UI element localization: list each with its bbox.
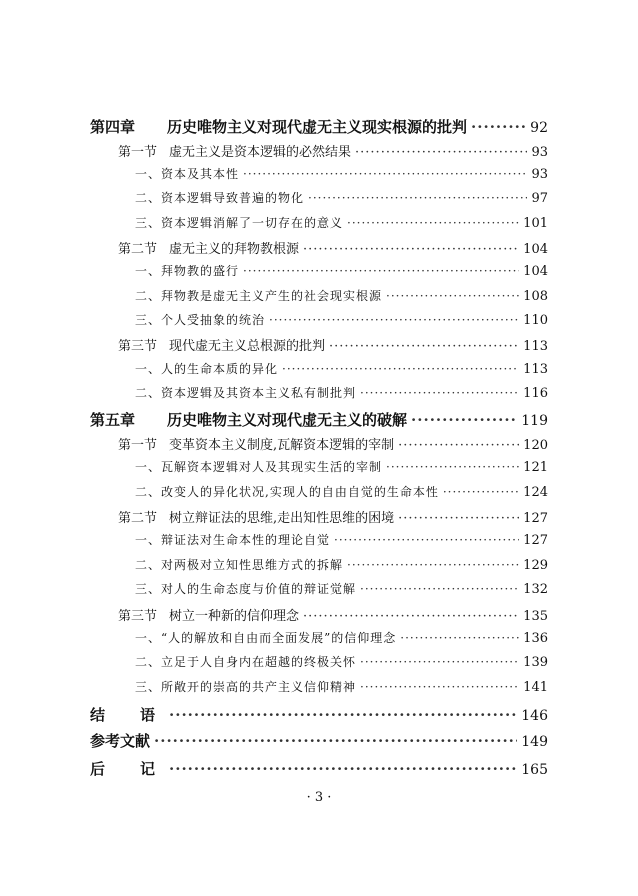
toc-entry-text: 一、人的生命本质的异化 — [135, 362, 279, 376]
toc-entry-title — [135, 189, 304, 206]
toc-section-entry[interactable] — [118, 141, 548, 160]
toc-entry-title — [135, 287, 382, 304]
toc-section-entry[interactable] — [118, 507, 548, 526]
toc-entry-title — [90, 704, 165, 725]
toc-entry-label: 第二节 — [118, 242, 158, 257]
toc-section-entry[interactable] — [118, 605, 548, 624]
dot-leader — [360, 655, 519, 669]
toc-entry-title — [135, 653, 356, 670]
toc-entry-text: 二、立足于人自身内在超越的终极关怀 — [135, 655, 357, 669]
toc-entry-title — [135, 360, 278, 377]
dot-leader — [169, 760, 517, 778]
toc-subsection-entry[interactable] — [135, 629, 548, 646]
toc-entry-title — [118, 507, 394, 526]
toc-chapter-entry[interactable] — [90, 116, 548, 137]
toc-page-number: 101 — [523, 216, 548, 231]
toc-page-number: 120 — [523, 438, 548, 453]
toc-entry-text: 三、对人的生命态度与价值的辩证觉解 — [135, 582, 357, 596]
toc-page-number: 121 — [523, 460, 548, 475]
page-number: · 3 · — [306, 790, 332, 805]
dot-leader — [347, 558, 519, 572]
toc-entry-label: 第一节 — [118, 438, 158, 453]
toc-subsection-entry[interactable] — [135, 458, 548, 475]
toc-subsection-entry[interactable] — [135, 189, 548, 206]
toc-page-number: 139 — [523, 655, 548, 670]
dot-leader — [303, 609, 519, 624]
toc-entry-title — [90, 409, 407, 430]
toc-chapter-entry[interactable] — [90, 704, 548, 725]
toc-page-number: 104 — [523, 242, 548, 257]
dot-leader — [443, 485, 519, 499]
toc-entry-title — [118, 434, 394, 453]
dot-leader — [398, 438, 519, 453]
toc-entry-text: 树立一种新的信仰理念 — [169, 609, 300, 624]
toc-entry-title — [90, 758, 165, 779]
dot-leader — [169, 706, 517, 724]
dot-leader — [360, 680, 519, 694]
toc-entry-label: 第一节 — [118, 145, 158, 160]
toc-page-number: 129 — [523, 558, 548, 573]
dot-leader — [360, 582, 519, 596]
toc-entry-title — [118, 141, 351, 160]
toc-page-number: 127 — [523, 533, 548, 548]
toc-entry-text: 结 语 — [90, 706, 166, 724]
dot-leader — [243, 167, 527, 181]
toc-page-number: 116 — [523, 386, 548, 401]
toc-entry-text: 历史唯物主义对现代虚无主义现实根源的批判 — [167, 118, 468, 136]
toc-subsection-entry[interactable] — [135, 360, 548, 377]
toc-entry-text: 一、拜物教的盛行 — [135, 264, 240, 278]
dot-leader — [308, 191, 527, 205]
toc-entry-label: 第五章 — [90, 411, 136, 429]
toc-entry-title — [90, 116, 467, 137]
toc-subsection-entry[interactable] — [135, 556, 548, 573]
dot-leader — [154, 732, 517, 750]
toc-subsection-entry[interactable] — [135, 311, 548, 328]
dot-leader — [386, 289, 519, 303]
toc-entry-title — [118, 605, 299, 624]
dot-leader — [347, 216, 519, 230]
toc-chapter-entry[interactable] — [90, 730, 548, 751]
toc-page-number: 124 — [523, 485, 548, 500]
toc-entry-text: 二、改变人的异化状况,实现人的自由自觉的生命本性 — [135, 485, 439, 499]
toc-page-number: 104 — [523, 264, 548, 279]
toc-subsection-entry[interactable] — [135, 580, 548, 597]
toc-subsection-entry[interactable] — [135, 214, 548, 231]
toc-entry-text: 虚无主义的拜物教根源 — [169, 242, 300, 257]
toc-entry-label: 第四章 — [90, 118, 136, 136]
toc-page-number: 113 — [523, 339, 548, 354]
toc-entry-title — [118, 335, 325, 354]
dot-leader — [282, 362, 519, 376]
toc-entry-text: 树立辩证法的思维,走出知性思维的困境 — [169, 511, 395, 526]
toc-entry-title — [135, 165, 239, 182]
toc-page-number: 110 — [523, 313, 548, 328]
toc-entry-text: 一、“人的解放和自由而全面发展”的信仰理念 — [135, 631, 397, 645]
toc-entry-title — [135, 678, 356, 695]
toc-subsection-entry[interactable] — [135, 287, 548, 304]
toc-entry-text: 虚无主义是资本逻辑的必然结果 — [169, 145, 352, 160]
toc-subsection-entry[interactable] — [135, 262, 548, 279]
toc-entry-title — [135, 556, 343, 573]
toc-section-entry[interactable] — [118, 238, 548, 257]
toc-section-entry[interactable] — [118, 335, 548, 354]
toc-chapter-entry[interactable] — [90, 758, 548, 779]
toc-entry-label: 第二节 — [118, 511, 158, 526]
toc-entry-label: 第三节 — [118, 609, 158, 624]
toc-entry-text: 二、拜物教是虚无主义产生的社会现实根源 — [135, 289, 383, 303]
dot-leader — [355, 145, 527, 160]
dot-leader — [471, 118, 526, 136]
toc-page-number: 149 — [521, 734, 548, 750]
toc-subsection-entry[interactable] — [135, 483, 548, 500]
toc-entry-title — [135, 629, 396, 646]
toc-entry-text: 后 记 — [90, 760, 166, 778]
toc-entry-text: 现代虚无主义总根源的批判 — [169, 339, 326, 354]
toc-page-number: 93 — [531, 145, 548, 160]
toc-entry-text: 一、辩证法对生命本性的理论自觉 — [135, 533, 331, 547]
toc-entry-title — [135, 531, 330, 548]
toc-entry-text: 二、资本逻辑导致普遍的物化 — [135, 191, 305, 205]
toc-page-number: 92 — [530, 120, 548, 136]
toc-entry-label: 第三节 — [118, 339, 158, 354]
toc-entry-text: 三、个人受抽象的统治 — [135, 313, 266, 327]
toc-subsection-entry[interactable] — [135, 165, 548, 182]
toc-entry-title — [118, 238, 299, 257]
toc-entry-text: 三、所敞开的崇高的共产主义信仰精神 — [135, 680, 357, 694]
toc-entry-title — [135, 311, 265, 328]
toc-entry-text: 变革资本主义制度,瓦解资本逻辑的宰制 — [169, 438, 395, 453]
toc-entry-title — [135, 458, 382, 475]
toc-page-number: 93 — [531, 167, 548, 182]
toc-page-number: 97 — [531, 191, 548, 206]
dot-leader — [269, 313, 519, 327]
dot-leader — [411, 411, 517, 429]
toc-page-number: 127 — [523, 511, 548, 526]
toc-page-number: 141 — [523, 680, 548, 695]
toc-entry-text: 二、对两极对立知性思维方式的拆解 — [135, 558, 344, 572]
toc-entry-title — [135, 580, 356, 597]
toc-entry-title — [90, 730, 150, 751]
toc-page-number: 108 — [523, 289, 548, 304]
toc-entry-text: 二、资本逻辑及其资本主义私有制批判 — [135, 386, 357, 400]
toc-entry-text: 一、瓦解资本逻辑对人及其现实生活的宰制 — [135, 460, 383, 474]
dot-leader — [386, 460, 519, 474]
toc-entry-title — [135, 483, 439, 500]
toc-entry-text: 参考文献 — [90, 732, 151, 750]
toc-entry-title — [135, 214, 343, 231]
toc-page-number: 136 — [523, 631, 548, 646]
toc-page-number: 113 — [523, 362, 548, 377]
dot-leader — [303, 242, 519, 257]
toc-subsection-entry[interactable] — [135, 531, 548, 548]
dot-leader — [360, 386, 519, 400]
dot-leader — [243, 264, 519, 278]
toc-entry-title — [135, 384, 356, 401]
toc-page-number: 165 — [521, 762, 548, 778]
toc-page-number: 132 — [523, 582, 548, 597]
toc-subsection-entry[interactable] — [135, 384, 548, 401]
dot-leader — [398, 511, 519, 526]
toc-entry-title — [135, 262, 239, 279]
toc-subsection-entry[interactable] — [135, 678, 548, 695]
toc-entry-text: 历史唯物主义对现代虚无主义的破解 — [167, 411, 408, 429]
dot-leader — [329, 339, 519, 354]
toc-subsection-entry[interactable] — [135, 653, 548, 670]
dot-leader — [334, 533, 519, 547]
toc-entry-text: 三、资本逻辑消解了一切存在的意义 — [135, 216, 344, 230]
toc-page-number: 119 — [521, 413, 548, 429]
toc-section-entry[interactable] — [118, 434, 548, 453]
toc-entry-text: 一、资本及其本性 — [135, 167, 240, 181]
toc-page-number: 135 — [523, 609, 548, 624]
dot-leader — [400, 631, 519, 645]
toc-page-number: 146 — [521, 708, 548, 724]
toc-chapter-entry[interactable] — [90, 409, 548, 430]
